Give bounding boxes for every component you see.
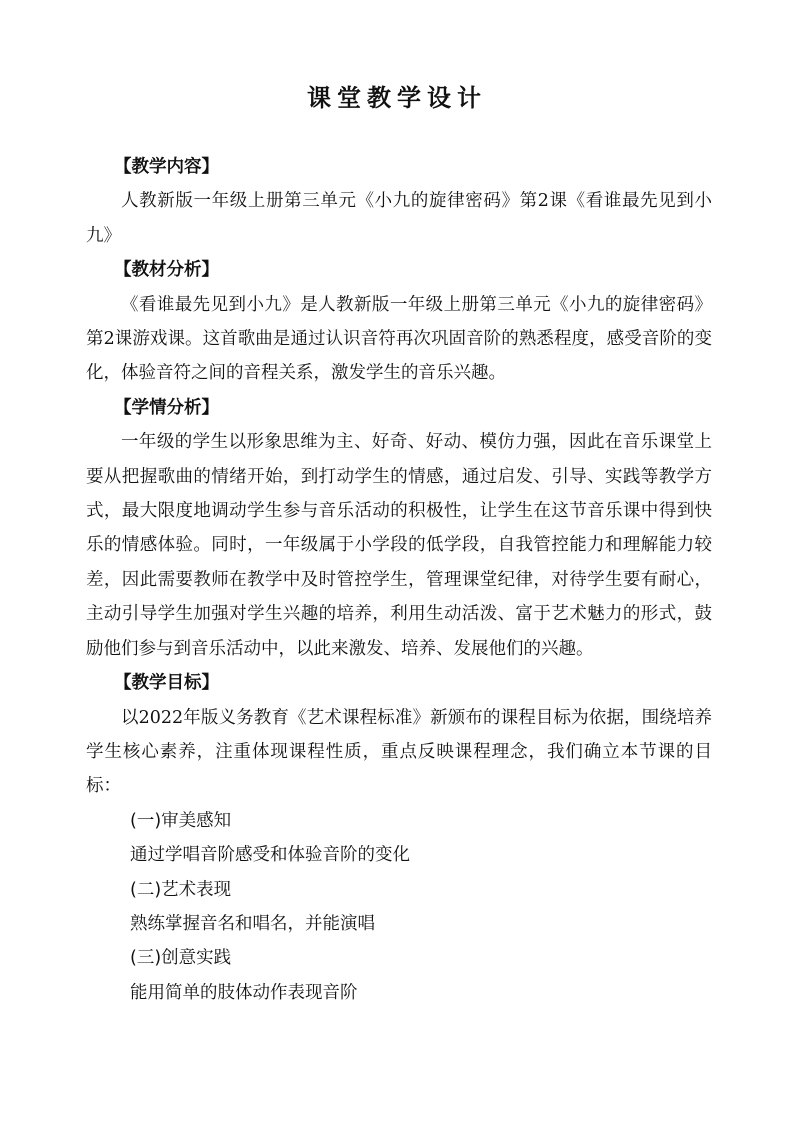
section-heading-content: 【教学内容】 [114,157,219,177]
section-heading-material: 【教材分析】 [114,260,219,281]
section-text-content: 人教新版一年级上册第三单元《小九的旋律密码》第2课《看谁最先见到小九》 [86,191,712,246]
page-title: 课堂教学设计 [307,83,487,112]
section-heading-goals: 【教学目标】 [114,673,219,694]
section-text-students: 一年级的学生以形象思维为主、好奇、好动、模仿力强，因此在音乐课堂上要从把握歌曲的情绪开始，到打动学生的情感，通过启发、引导、实践等教学方式，最大限度地调动学生参与音乐活动的积极性，让学生在这节音乐课中得到快乐的情感体验。同时，一年级属于小学段的低学段，自我管控能力和理解能力较差，因此需要教师在教学中及时管控学生，管理课堂纪律，对待学生要有耐心，主动引导学生加强对学生兴趣的培养，利用生动活泼、富于艺术魅力的形式，鼓励他们参与到音乐活动中，以此来激发、培养、发展他们的兴趣。 [86,432,712,659]
goal-text-2: 熟练掌握音名和唱名，并能演唱 [130,913,375,934]
document-body [86,150,712,1010]
section-text-material: 《看谁最先见到小九》是人教新版一年级上册第三单元《小九的旋律密码》第2课游戏课。这首歌曲是通过认识音符再次巩固音阶的熟悉程度，感受音阶的变化，体验音符之间的音程关系，激发学生的音乐兴趣。 [86,294,712,384]
goal-label-2: (二)艺术表现 [130,879,232,900]
goal-text-1: 通过学唱音阶感受和体验音阶的变化 [130,845,410,866]
goal-text-3: 能用简单的肢体动作表现音阶 [130,982,358,1003]
section-heading-students: 【学情分析】 [114,397,219,418]
goal-label-3: (三)创意实践 [130,948,232,969]
goal-label-1: (一)审美感知 [130,810,232,831]
section-text-goals: 以2022年版义务教育《艺术课程标准》新颁布的课程目标为依据，围绕培养学生核心素养，注重体现课程性质，重点反映课程理念，我们确立本节课的目标： [86,707,712,797]
